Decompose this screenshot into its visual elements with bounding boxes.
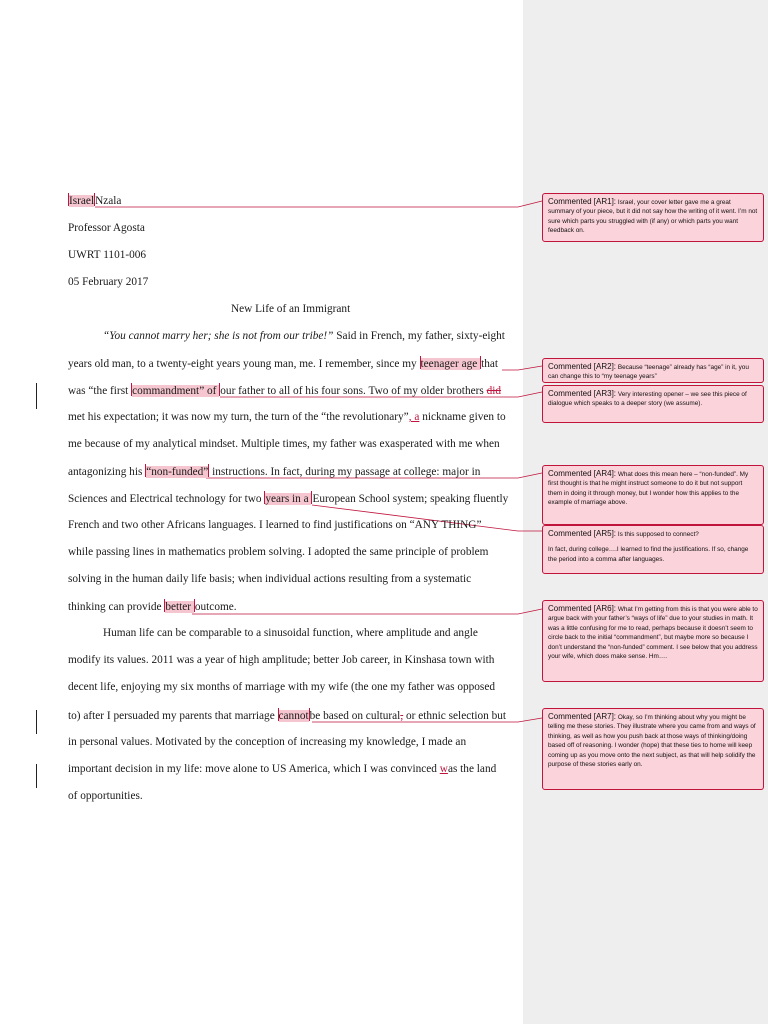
body-line-10: solving in the human daily life basis; when individual actions resulting from a systematic bbox=[68, 573, 472, 585]
deleted-text: did bbox=[486, 385, 502, 397]
comment-ar7[interactable] bbox=[542, 708, 764, 790]
body-line-15: to) after I persuaded my parents that marriage cannotbe based on cultural, or ethnic selection but bbox=[68, 710, 507, 722]
body-line-14: decent life, enjoying my six months of marriage with my wife (the one my father was opposed bbox=[68, 681, 495, 693]
opening-quote: “You cannot marry her; she is not from our tribe!” bbox=[103, 330, 334, 342]
course-line: UWRT 1101-006 bbox=[68, 249, 147, 261]
comment-header: Commented [AR3]: bbox=[548, 389, 617, 398]
deleted-text: , bbox=[400, 710, 404, 722]
inserted-text: , a bbox=[408, 411, 420, 423]
connector-ar2 bbox=[502, 366, 542, 370]
body-line-2: years old man, to a twenty-eight years young man, me. I remember, since my teenager age that bbox=[68, 358, 499, 370]
professor-line: Professor Agosta bbox=[68, 222, 145, 234]
connector-ar1 bbox=[95, 201, 542, 207]
date-line: 05 February 2017 bbox=[68, 276, 149, 288]
body-line-9: while passing lines in mathematics problem solving. I adopted the same principle of problem bbox=[68, 546, 489, 558]
comment-text-2: In fact, during college….I learned to find the justifications. If so, change the period into a comma after languages. bbox=[548, 546, 749, 563]
body-line-7: Sciences and Electrical technology for two years in a European School system; speaking fluently bbox=[68, 493, 509, 505]
comment-text: Israel, your cover letter gave me a great summary of your piece, but it did not say how the writing of it went. I’m not sure which parts you struggled with (if any) or which parts you want feedback on. bbox=[548, 199, 758, 235]
comment-ar1[interactable] bbox=[542, 193, 764, 242]
comment-ar2[interactable] bbox=[542, 358, 764, 383]
body-line-4: met his expectation; it was now my turn, the turn of the “the revolutionary”, a nickname given to bbox=[68, 411, 506, 423]
author-name: IsraelNzala bbox=[69, 195, 122, 207]
essay-title: New Life of an Immigrant bbox=[231, 303, 351, 315]
inserted-text: w bbox=[439, 763, 448, 775]
body-line-3: was “the first commandment” of our father to all of his four sons. Two of my older brothers did bbox=[68, 385, 502, 397]
comment-ar4[interactable] bbox=[542, 465, 764, 525]
body-line-6: antagonizing his “non-funded” instructions. In fact, during my passage at college: major in bbox=[68, 466, 481, 478]
comment-header: Commented [AR7]: bbox=[548, 712, 617, 721]
connector-ar6 bbox=[192, 609, 542, 614]
body-line-5: me because of my analytical mindset. Multiple times, my father was exasperated with me when bbox=[68, 438, 500, 450]
body-line-18: of opportunities. bbox=[68, 790, 143, 802]
comment-header: Commented [AR6]: bbox=[548, 604, 617, 613]
comment-ar6[interactable] bbox=[542, 600, 764, 682]
body-line-13: modify its values. 2011 was a year of high amplitude; better Job career, in Kinshasa town with bbox=[68, 654, 495, 666]
comment-header: Commented [AR5]: bbox=[548, 529, 617, 538]
body-line-11: thinking can provide better outcome. bbox=[68, 601, 237, 613]
body-line-8: French and two other Africans languages. I learned to find justifications on “ANY THING” bbox=[68, 519, 482, 531]
body-line-1: “You cannot marry her; she is not from our tribe!” Said in French, my father, sixty-eight bbox=[103, 330, 505, 342]
body-line-12: Human life can be comparable to a sinusoidal function, where amplitude and angle bbox=[103, 627, 478, 639]
comment-text: Is this supposed to connect? bbox=[617, 531, 699, 538]
comment-header: Commented [AR2]: bbox=[548, 362, 617, 371]
comment-text: Because “teenage” already has “age” in it, you can change this to “my teenage years” bbox=[548, 364, 749, 381]
comment-text: Very interesting opener – we see this piece of dialogue which speaks to a deeper story (we assume). bbox=[548, 391, 747, 408]
comment-header: Commented [AR4]: bbox=[548, 469, 617, 478]
body-line-16: in personal values. Motivated by the conception of increasing my knowledge, I made an bbox=[68, 736, 467, 748]
body-line-17: important decision in my life: move alone to US America, which I was convinced was the land bbox=[68, 763, 497, 775]
comment-ar5[interactable] bbox=[542, 525, 764, 574]
comment-text: What does this mean here – “non-funded”. My first thought is that he might instruct someone to do it but not support them in doing it through money, but I wonder how this applies to the example of marriage above. bbox=[548, 471, 749, 507]
comment-text: Okay, so I’m thinking about why you might be telling me these stories. They illustrate where you came from and ways of thinking, as well as how you push back at those ways of thinking/doing based off of reasoning. I wonder (hope) that these ties to home will keep coming up as you move onto the next subject, as that will help solidify the purpose of these stories early on. bbox=[548, 714, 756, 769]
comment-ar3[interactable] bbox=[542, 385, 764, 423]
comment-header: Commented [AR1]: bbox=[548, 197, 617, 206]
comment-text: What I’m getting from this is that you were able to argue back with your father’s “ways of life” due to your studies in math. It was a little confusing for me to read, perhaps because it doesn’t seem to circle back to the initial “commandment”, but maybe more so because I don’t understand the “non-funded” comment. I see below that you address your wife, which does make sense. Hm…. bbox=[548, 606, 758, 661]
